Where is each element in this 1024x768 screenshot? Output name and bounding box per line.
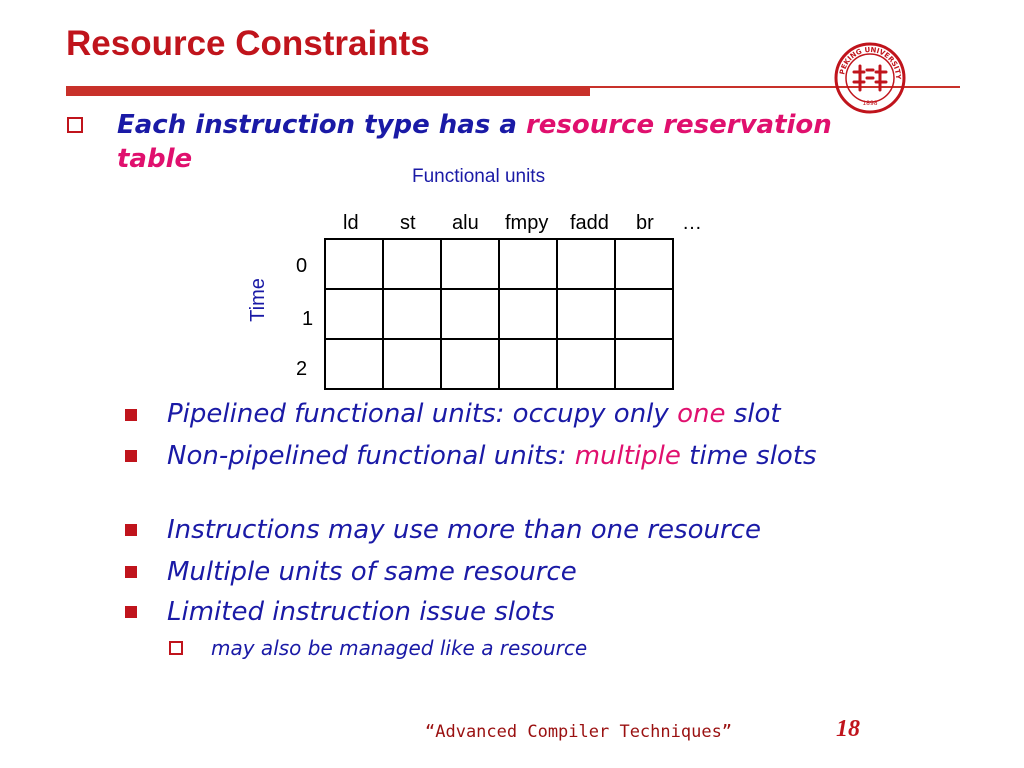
table-cell [499, 289, 557, 339]
bullet-pipelined-text: functional units: occupy only [285, 399, 678, 429]
functional-units-label: Functional units [412, 166, 546, 187]
bullet-instructions-resources: Instructions may use more than one resource [167, 515, 761, 545]
column-header-alu: alu [452, 212, 479, 234]
column-header-st: st [400, 212, 416, 234]
bullet-nonpipelined-text: functional units: [347, 441, 575, 471]
bullet-issue-slots: Limited instruction issue slots [167, 597, 555, 627]
table-cell [557, 239, 615, 289]
table-cell [615, 239, 673, 289]
column-header-ld: ld [343, 212, 359, 234]
table-cell [383, 289, 441, 339]
title-rule-thick [66, 86, 590, 96]
svg-text:PEKING UNIVERSITY: PEKING UNIVERSITY [838, 45, 903, 80]
svg-text:1898: 1898 [862, 100, 878, 107]
page-number: 18 [836, 716, 860, 742]
bullet-nonpipelined-end: time slots [680, 441, 817, 471]
table-cell [325, 339, 383, 389]
filled-square-bullet-icon [125, 450, 137, 462]
main-bullet-prefix: Each instruction type has a [117, 110, 526, 140]
bullet-nonpipelined-highlight: multiple [574, 441, 681, 471]
hollow-square-subbullet-icon [169, 641, 183, 655]
filled-square-bullet-icon [125, 409, 137, 421]
filled-square-bullet-icon [125, 566, 137, 578]
footer-course-title: “Advanced Compiler Techniques” [425, 722, 733, 742]
table-cell [615, 339, 673, 389]
table-cell [441, 239, 499, 289]
table-row [325, 239, 673, 289]
filled-square-bullet-icon [125, 606, 137, 618]
nested-bullet-text: may also be managed like a resource [211, 636, 588, 660]
table-cell [499, 239, 557, 289]
table-cell [383, 339, 441, 389]
row-header-2: 2 [296, 358, 308, 380]
table-cell [383, 239, 441, 289]
bullet-pipelined-term: Pipelined [167, 399, 286, 429]
table-cell [441, 289, 499, 339]
bullet-pipelined-end: slot [725, 399, 781, 429]
column-header-ellipsis: … [682, 212, 702, 234]
bullet-pipelined-highlight: one [677, 399, 726, 429]
table-row [325, 289, 673, 339]
peking-university-seal-logo [834, 42, 906, 114]
row-header-1: 1 [302, 308, 314, 330]
table-cell [325, 239, 383, 289]
table-cell [325, 289, 383, 339]
time-axis-label: Time [246, 278, 269, 322]
table-cell [441, 339, 499, 389]
slide-title: Resource Constraints [66, 24, 430, 63]
table-cell [615, 289, 673, 339]
reservation-table-grid [324, 238, 674, 390]
table-cell [557, 339, 615, 389]
column-header-br: br [636, 212, 654, 234]
bullet-pipelined [167, 398, 927, 430]
table-cell [499, 339, 557, 389]
column-header-fadd: fadd [570, 212, 609, 234]
filled-square-bullet-icon [125, 524, 137, 536]
table-row [325, 339, 673, 389]
bullet-multiple-units: Multiple units of same resource [167, 557, 577, 587]
main-bullet-highlight: resource reservation table [117, 110, 832, 174]
table-cell [557, 289, 615, 339]
bullet-non-pipelined [167, 440, 907, 472]
hollow-square-bullet-icon [67, 117, 83, 133]
column-header-fmpy: fmpy [505, 212, 549, 234]
row-header-0: 0 [296, 255, 308, 277]
bullet-nonpipelined-term: Non-pipelined [167, 441, 348, 471]
